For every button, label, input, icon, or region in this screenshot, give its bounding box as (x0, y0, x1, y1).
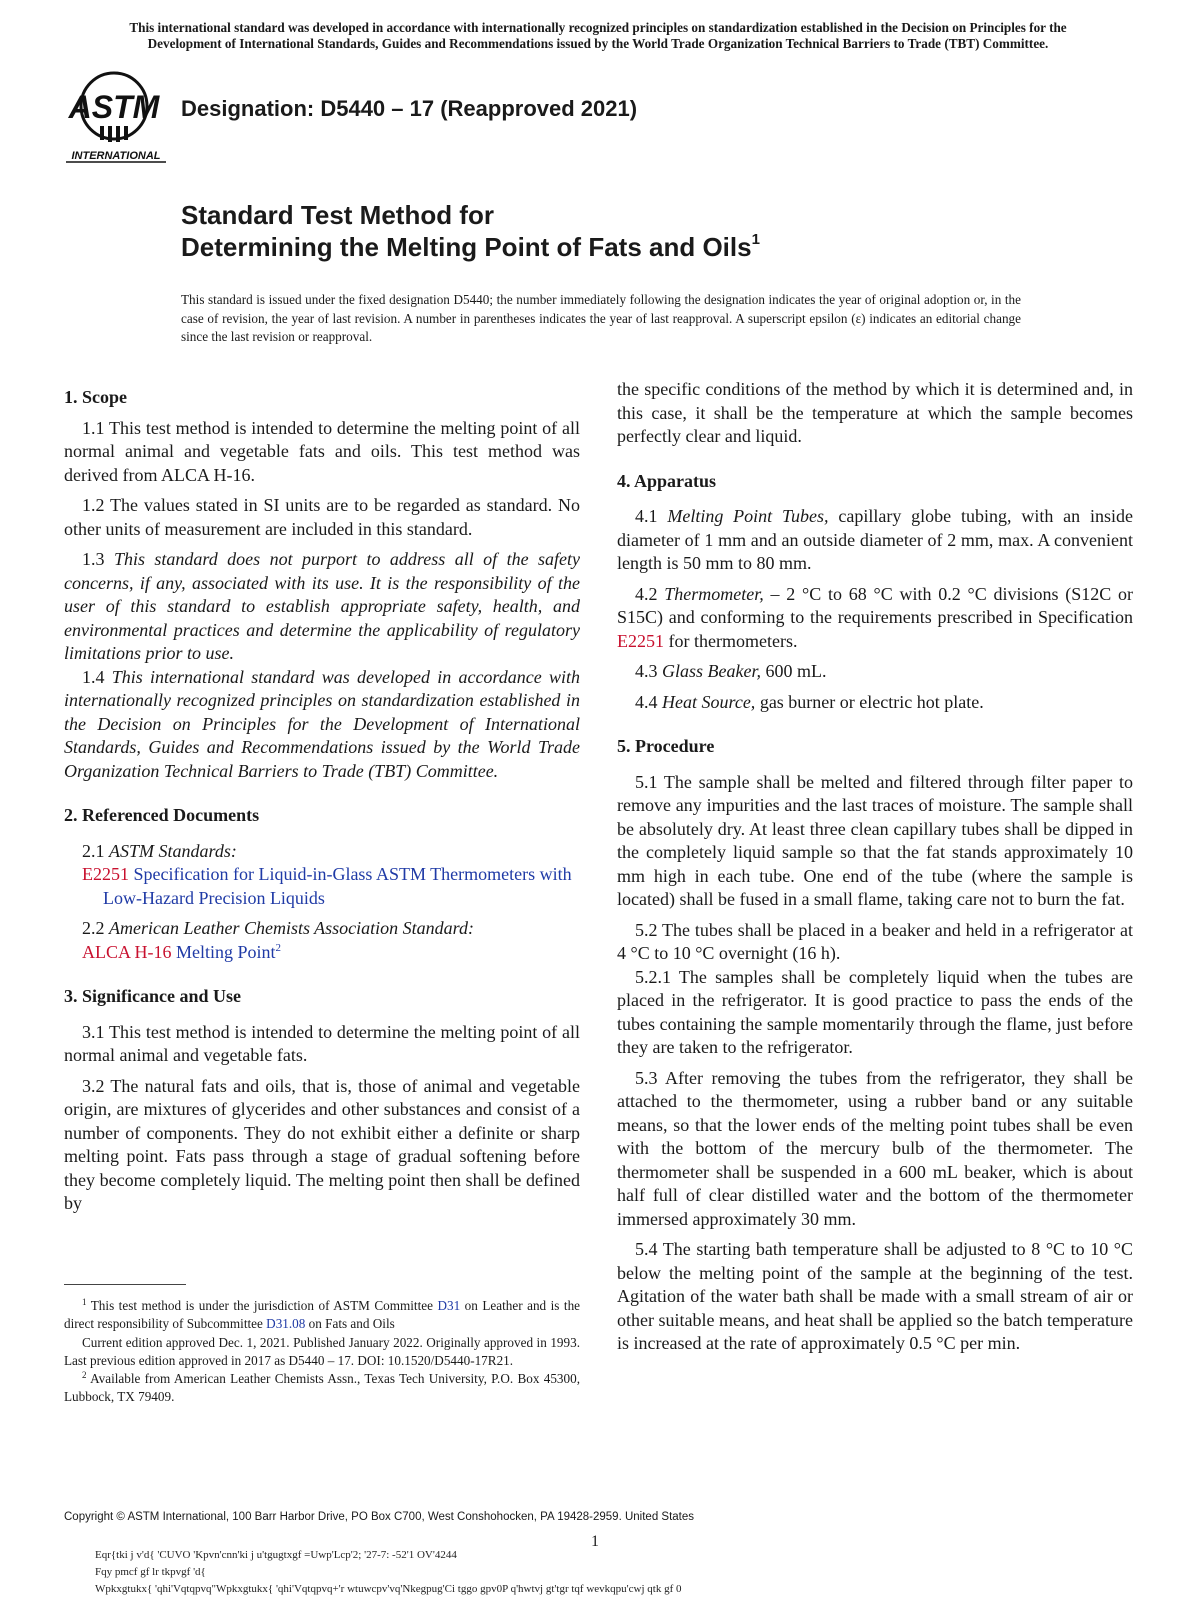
license-footer-line-1: Eqr{tki j v'd{ 'CUVO 'Kpvn'cnn'ki j u'tgugtxgf =Uwp'Lcp'2; '27-7: -52'1 OV'4244 (95, 1549, 457, 1561)
footnote-1-text-c: on Fats and Oils (308, 1316, 395, 1332)
title-footnote-marker: 1 (751, 231, 760, 248)
para-1-4 (64, 666, 580, 784)
ref-e2251-title-link[interactable]: Specification for Liquid-in-Glass ASTM Thermometers with Low-Hazard Precision Liquids (103, 864, 572, 908)
para-1-4-text: This international standard was developed in accordance with internationally recognized principles on standardization established in the Decision on Principles for the Development of International Standards, Guides and Recommendations issued by the World Trade Organization Technical Barriers to Trade (TBT) Committee. (64, 666, 580, 781)
document-title (181, 199, 760, 263)
para-1-3-text: This standard does not purport to address all of the safety concerns, if any, associated with its use. It is the responsibility of the user of this standard to establish appropriate safety, health, and environmental practices and determine the applicability of regulatory limitations prior to use. (64, 549, 580, 663)
para-1-2: 1.2 The values stated in SI units are to be regarded as standard. No other units of measurement are included in this standard. (64, 495, 580, 539)
footnote-1-text-b: on Leather and is the direct responsibility of Subcommittee (64, 1298, 581, 1332)
para-4-1-text: capillary globe tubing, with an inside diameter of 1 mm and an outside diameter of 2 mm, max. A convenient length is 50 mm to 80 mm. (617, 506, 1134, 573)
ref-alca-code-link[interactable]: ALCA H-16 (82, 941, 172, 962)
section-2-heading: 2. Referenced Documents (64, 805, 260, 825)
para-4-3-number: 4.3 (635, 661, 658, 681)
ref-e2251 (64, 863, 580, 910)
para-2-2-text: American Leather Chemists Association Standard: (109, 918, 474, 938)
para-1-4-number: 1.4 (82, 666, 105, 687)
footnotes (64, 1297, 580, 1407)
left-column (64, 386, 580, 1216)
issuance-note: This standard is issued under the fixed designation D5440; the number immediately following the designation indicates the year of original adoption or, in the case of revision, the year of last revision. A number in parentheses indicates the year of last reapproval. A superscript epsilon (ε) indicates an editorial change since the last revision or reapproval. (181, 292, 1021, 344)
ref-alca-footnote-marker: 2 (275, 941, 282, 954)
trade-notice-line-1: This international standard was developed in accordance with internationally recognized principles on standardization established in the Decision on Principles for the (129, 20, 1067, 35)
para-3-2-continued: the specific conditions of the method by which it is determined and, in this case, it shall be the temperature at which the sample becomes perfectly clear and liquid. (617, 379, 1133, 446)
para-3-1: 3.1 This test method is intended to determine the melting point of all normal animal and vegetable fats. (64, 1021, 580, 1065)
para-5-1: 5.1 The sample shall be melted and filtered through filter paper to remove any impurities and the last traces of moisture. The sample shall be absolutely dry. At least three clean capillary tubes shall be dipped in the completely liquid sample so that the fat stands approximately 10 mm high in each tube. One end of the tube (where the sample is located) shall be fused in a small flame, taking care not to burn the fat. (617, 771, 1133, 909)
para-5-4: 5.4 The starting bath temperature shall be adjusted to 8 °C to 10 °C below the melting point of the sample at the beginning of the test. Agitation of the water bath shall be made with a small stream of air or other suitable means, and heat shall be applied so the batch temperature is increased at the rate of approximately 0.5 °C per min. (617, 1239, 1133, 1353)
para-5-2-1: 5.2.1 The samples shall be completely liquid when the tubes are placed in the refrigerator. It is good practice to pass the ends of the tubes containing the sample momentarily through the flame, just before they are taken to the refrigerator. (617, 966, 1133, 1057)
footnote-2-text: Available from American Leather Chemists Assn., Texas Tech University, P.O. Box 45300, Lubbock, TX 79409. (64, 1371, 580, 1405)
para-4-2 (617, 583, 1133, 654)
ref-alca (64, 941, 580, 965)
para-4-1 (617, 505, 1133, 576)
para-4-2-e2251-link[interactable]: E2251 (617, 630, 664, 651)
footnote-link-d31-08[interactable]: D31.08 (266, 1316, 306, 1332)
trade-notice-line-2: Development of International Standards, Guides and Recommendations issued by the World Trade Organization Technical Barriers to Trade (TBT) Committee. (147, 36, 1049, 51)
para-4-3-text: 600 mL. (765, 661, 827, 681)
logo-international-text: INTERNATIONAL (71, 150, 161, 162)
astm-logo-lettering: ASTM (68, 89, 160, 125)
para-4-2-number: 4.2 (635, 583, 658, 604)
footnote-2 (64, 1370, 580, 1407)
footnote-rule (64, 1284, 186, 1285)
para-4-2-text-a: – 2 °C to 68 °C with 0.2 °C divisions (S12C or S15C) and conforming to the requirements prescribed in Specification (617, 583, 1134, 627)
para-2-1 (64, 840, 580, 864)
para-4-4-term: Heat Source, (662, 691, 756, 712)
para-3-2: 3.2 The natural fats and oils, that is, those of animal and vegetable origin, are mixtures of glycerides and other substances and consist of a number of components. They do not exhibit either a definite or sharp melting point. Fats pass through a stage of gradual softening before they become completely liquid. The melting point then shall be defined by (64, 1075, 580, 1213)
license-footer (95, 1547, 682, 1598)
para-4-2-term: Thermometer, (664, 583, 764, 604)
footnote-link-d31[interactable]: D31 (437, 1298, 461, 1313)
footnote-1-marker: 1 (82, 1297, 87, 1307)
title-line-1: Standard Test Method for (181, 200, 494, 230)
right-column (617, 378, 1133, 1356)
para-2-2-number: 2.2 (82, 918, 105, 938)
para-1-1: 1.1 This test method is intended to determine the melting point of all normal animal and vegetable fats and oils. This test method was derived from ALCA H-16. (64, 417, 580, 485)
para-2-1-text: ASTM Standards: (109, 840, 237, 861)
title-line-2: Determining the Melting Point of Fats and Oils (181, 232, 752, 262)
para-4-1-number: 4.1 (635, 506, 658, 526)
para-4-3-term: Glass Beaker, (662, 661, 761, 681)
para-2-1-number: 2.1 (82, 840, 105, 861)
section-3-heading: 3. Significance and Use (64, 986, 242, 1006)
designation: Designation: D5440 – 17 (Reapproved 2021) (181, 96, 638, 121)
para-5-3: 5.3 After removing the tubes from the refrigerator, they shall be attached to the thermometer, using a rubber band or any suitable means, so that the lower ends of the melting point tubes shall be even with the bottom of the mercury bulb of the thermometer. The thermometer shall be suspended in a 600 mL beaker, which is about half full of clear distilled water and the bottom of the thermometer immersed approximately 30 mm. (617, 1067, 1133, 1229)
para-1-3-number: 1.3 (82, 549, 105, 569)
page-number: 1 (591, 1533, 599, 1550)
copyright-line: Copyright © ASTM International, 100 Barr Harbor Drive, PO Box C700, West Conshohocken, PA 19428-2959. United States (64, 1511, 695, 1523)
para-5-2: 5.2 The tubes shall be placed in a beaker and held in a refrigerator at 4 °C to 10 °C overnight (16 h). (617, 919, 1133, 963)
trade-notice (64, 20, 1132, 52)
section-4-heading: 4. Apparatus (617, 470, 717, 491)
astm-logo (64, 68, 168, 164)
section-5-heading: 5. Procedure (617, 736, 715, 756)
para-4-4-number: 4.4 (635, 691, 658, 712)
para-4-3 (617, 660, 1133, 684)
para-4-4 (617, 691, 1133, 715)
ref-alca-title-link[interactable]: Melting Point (176, 941, 276, 962)
section-1-heading: 1. Scope (64, 387, 127, 407)
para-4-2-text-b: for thermometers. (668, 630, 798, 651)
para-4-4-text: gas burner or electric hot plate. (759, 691, 984, 712)
license-footer-line-3: Wpkxgtukx{ 'qhi'Vqtqpvq"Wpkxgtukx{ 'qhi'Vqtqpvq+'r wtuwcpv'vq'Nkegpug'Ci tggo gpv0P q'hwtvj gt'tgr tqf wevkqpu'cwj qtk gf 0 (95, 1583, 682, 1595)
footnote-1-text-a: This test method is under the jurisdiction of ASTM Committee (90, 1298, 433, 1313)
ref-e2251-code-link[interactable]: E2251 (82, 864, 129, 884)
footnote-2-marker: 2 (82, 1370, 87, 1381)
footnote-1 (64, 1297, 580, 1334)
para-1-3 (64, 548, 580, 666)
para-2-2 (64, 917, 580, 941)
license-footer-line-2: Fqy pmcf gf lr tkpvgf 'd{ (95, 1566, 206, 1578)
footnote-edition: Current edition approved Dec. 1, 2021. Published January 2022. Originally approved in 1993. Last previous edition approved in 2017 as D5440 – 17. DOI: 10.1520/D5440-17R21. (64, 1334, 580, 1368)
para-4-1-term: Melting Point Tubes, (667, 506, 829, 526)
